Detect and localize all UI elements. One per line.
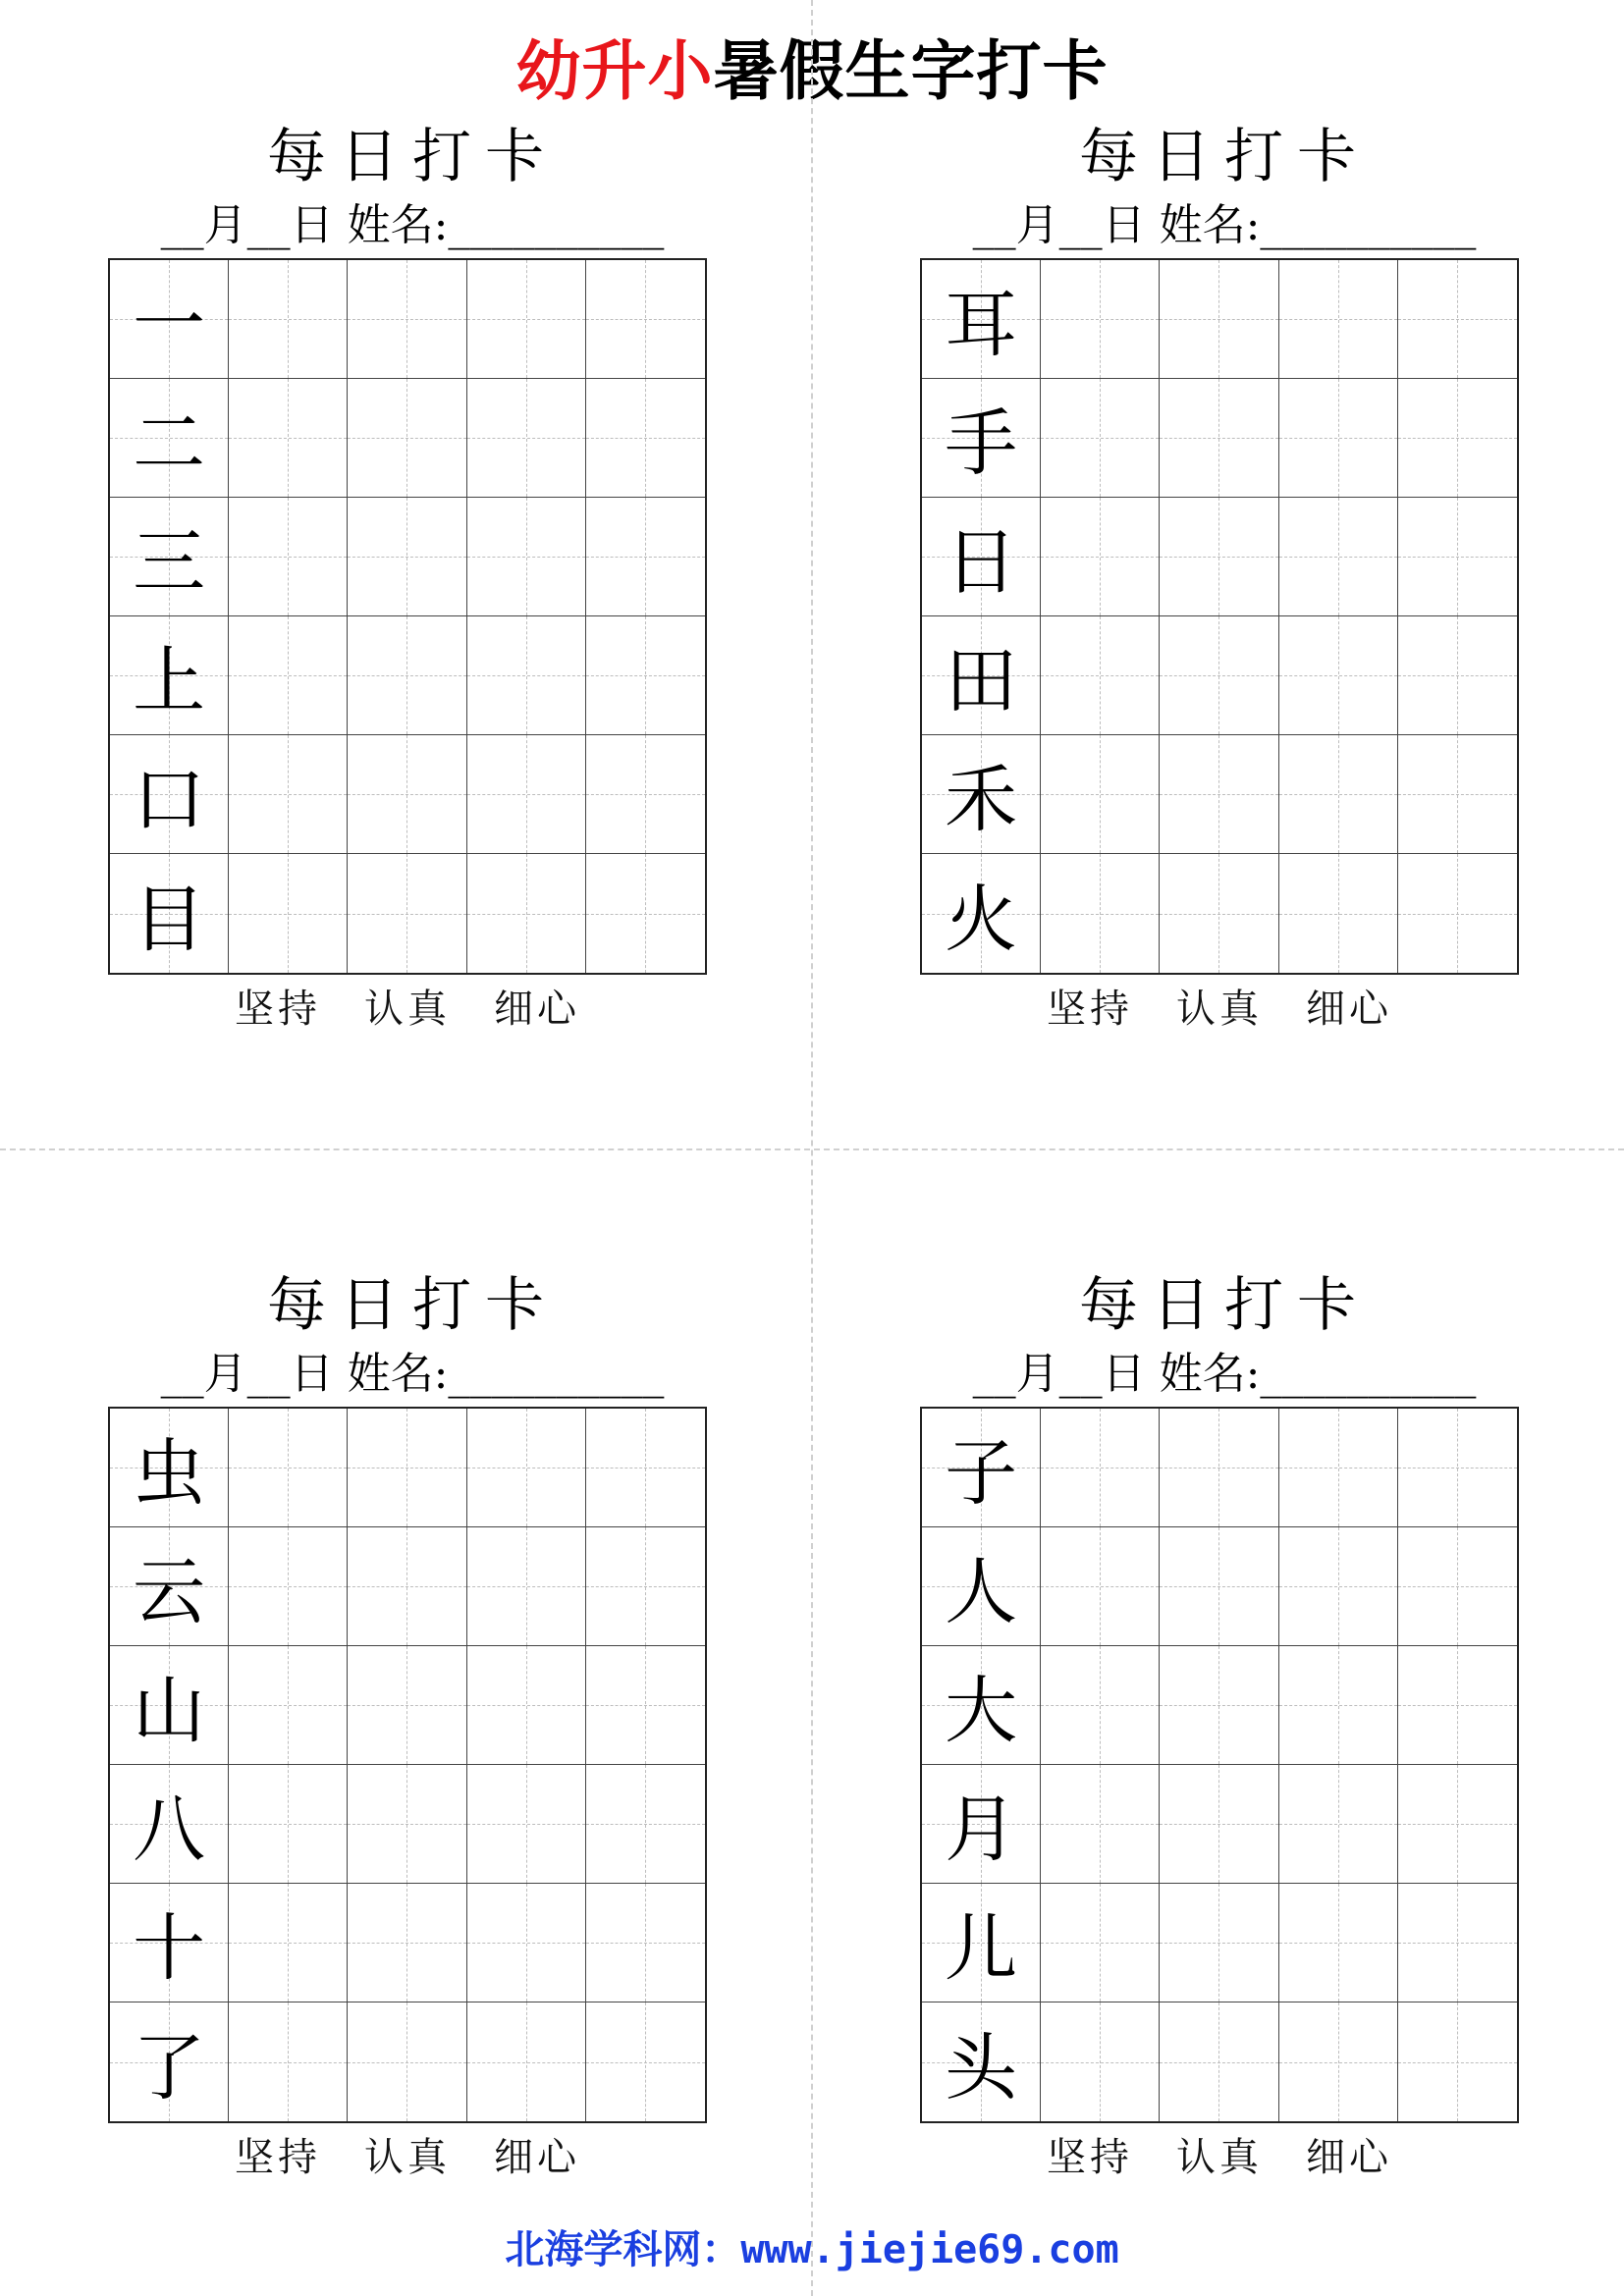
practice-cell bbox=[229, 379, 348, 498]
model-character: 田 bbox=[945, 639, 1018, 723]
model-char-cell bbox=[922, 1884, 1041, 2002]
practice-cell bbox=[1160, 498, 1278, 616]
practice-cell bbox=[1160, 1409, 1278, 1527]
practice-cell bbox=[586, 1765, 705, 1884]
practice-cell bbox=[1160, 1765, 1278, 1884]
model-character: 子 bbox=[945, 1431, 1018, 1516]
model-character: 目 bbox=[133, 877, 206, 962]
model-char-cell bbox=[922, 498, 1041, 616]
practice-cell bbox=[1279, 1527, 1398, 1646]
practice-cell bbox=[1279, 1646, 1398, 1765]
model-char-cell bbox=[922, 735, 1041, 854]
model-char-cell bbox=[922, 2002, 1041, 2121]
practice-cell bbox=[586, 1646, 705, 1765]
model-character: 头 bbox=[945, 2025, 1018, 2110]
footer-credit bbox=[0, 2220, 1624, 2279]
model-char-cell bbox=[110, 379, 229, 498]
practice-cell bbox=[1041, 260, 1160, 379]
motto bbox=[920, 2128, 1519, 2187]
checkin-card-4 bbox=[920, 1266, 1529, 2189]
practice-cell bbox=[1398, 379, 1517, 498]
checkin-card-2 bbox=[920, 118, 1529, 1041]
practice-cell bbox=[348, 1765, 466, 1884]
model-char-cell bbox=[922, 1646, 1041, 1765]
practice-cell bbox=[467, 735, 586, 854]
practice-cell bbox=[467, 1646, 586, 1765]
model-char-cell bbox=[110, 1527, 229, 1646]
practice-cell bbox=[1279, 379, 1398, 498]
model-character: 大 bbox=[945, 1669, 1018, 1753]
card-heading: 每日打卡 bbox=[1079, 123, 1370, 191]
practice-cell bbox=[229, 854, 348, 973]
model-character: 八 bbox=[133, 1788, 206, 1872]
model-char-cell bbox=[110, 616, 229, 735]
practice-cell bbox=[1279, 616, 1398, 735]
practice-cell bbox=[586, 616, 705, 735]
practice-cell bbox=[586, 260, 705, 379]
practice-cell bbox=[229, 260, 348, 379]
practice-cell bbox=[586, 379, 705, 498]
checkin-card-3 bbox=[108, 1266, 717, 2189]
motto bbox=[108, 980, 707, 1039]
footer-url[interactable]: www.jiejie69.com bbox=[740, 2227, 1119, 2272]
model-char-cell bbox=[110, 498, 229, 616]
practice-cell bbox=[467, 616, 586, 735]
practice-cell bbox=[348, 1646, 466, 1765]
practice-cell bbox=[1041, 1646, 1160, 1765]
model-character: 火 bbox=[945, 877, 1018, 962]
date-name-line: __月__日 姓名:__________ bbox=[160, 200, 665, 250]
practice-cell bbox=[1041, 379, 1160, 498]
motto-word: 细心 bbox=[1306, 2135, 1392, 2180]
card-heading: 每日打卡 bbox=[1079, 1271, 1370, 1340]
model-char-cell bbox=[922, 1765, 1041, 1884]
practice-cell bbox=[348, 854, 466, 973]
page-title-rest: 暑假生字打卡 bbox=[713, 33, 1109, 109]
practice-cell bbox=[1279, 260, 1398, 379]
practice-cell bbox=[467, 1884, 586, 2002]
motto bbox=[920, 980, 1519, 1039]
practice-cell bbox=[467, 854, 586, 973]
model-character: 上 bbox=[133, 639, 206, 723]
model-char-cell bbox=[110, 1409, 229, 1527]
practice-cell bbox=[586, 1884, 705, 2002]
model-char-cell bbox=[922, 1527, 1041, 1646]
model-char-cell bbox=[110, 260, 229, 379]
practice-grid bbox=[920, 1407, 1519, 2123]
practice-cell bbox=[467, 1409, 586, 1527]
practice-cell bbox=[1398, 1884, 1517, 2002]
practice-cell bbox=[348, 2002, 466, 2121]
practice-cell bbox=[229, 2002, 348, 2121]
practice-cell bbox=[467, 1527, 586, 1646]
practice-cell bbox=[348, 1527, 466, 1646]
model-char-cell bbox=[922, 616, 1041, 735]
motto-word: 坚持 bbox=[235, 2135, 321, 2180]
date-name-line: __月__日 姓名:__________ bbox=[160, 1349, 665, 1399]
practice-cell bbox=[1279, 1409, 1398, 1527]
motto-word: 认真 bbox=[1176, 2135, 1263, 2180]
model-character: 禾 bbox=[945, 758, 1018, 842]
date-name-line: __月__日 姓名:__________ bbox=[972, 1349, 1477, 1399]
practice-cell bbox=[229, 1646, 348, 1765]
practice-cell bbox=[348, 260, 466, 379]
horizontal-cut-line bbox=[0, 1148, 1624, 1150]
practice-cell bbox=[1160, 379, 1278, 498]
date-name-line: __月__日 姓名:__________ bbox=[972, 200, 1477, 250]
model-character: 儿 bbox=[945, 1906, 1018, 1991]
motto-word: 认真 bbox=[364, 2135, 451, 2180]
practice-cell bbox=[467, 498, 586, 616]
practice-grid bbox=[108, 258, 707, 975]
practice-cell bbox=[586, 2002, 705, 2121]
motto-word: 认真 bbox=[364, 987, 451, 1032]
card-heading: 每日打卡 bbox=[267, 123, 558, 191]
model-char-cell bbox=[110, 2002, 229, 2121]
motto-word: 坚持 bbox=[1047, 987, 1133, 1032]
practice-cell bbox=[229, 1765, 348, 1884]
card-heading: 每日打卡 bbox=[267, 1271, 558, 1340]
practice-grid bbox=[108, 1407, 707, 2123]
practice-cell bbox=[1160, 1527, 1278, 1646]
practice-cell bbox=[1041, 1409, 1160, 1527]
practice-cell bbox=[1041, 1884, 1160, 2002]
practice-cell bbox=[1398, 260, 1517, 379]
practice-cell bbox=[1398, 1646, 1517, 1765]
practice-cell bbox=[586, 498, 705, 616]
model-char-cell bbox=[922, 379, 1041, 498]
practice-cell bbox=[586, 1527, 705, 1646]
motto-word: 细心 bbox=[494, 2135, 580, 2180]
practice-cell bbox=[1279, 1765, 1398, 1884]
model-char-cell bbox=[922, 1409, 1041, 1527]
model-character: 人 bbox=[945, 1550, 1018, 1634]
model-char-cell bbox=[110, 854, 229, 973]
model-character: 口 bbox=[133, 758, 206, 842]
model-character: 山 bbox=[133, 1669, 206, 1753]
motto-word: 细心 bbox=[494, 987, 580, 1032]
page-title-highlight: 幼升小 bbox=[515, 33, 714, 109]
model-character: 手 bbox=[945, 401, 1018, 486]
model-character: 一 bbox=[133, 283, 206, 367]
model-character: 二 bbox=[133, 401, 206, 486]
checkin-card-1 bbox=[108, 118, 717, 1041]
practice-cell bbox=[1160, 1884, 1278, 2002]
practice-cell bbox=[586, 854, 705, 973]
practice-cell bbox=[229, 616, 348, 735]
practice-cell bbox=[1160, 616, 1278, 735]
practice-cell bbox=[467, 1765, 586, 1884]
motto-word: 坚持 bbox=[1047, 2135, 1133, 2180]
practice-cell bbox=[348, 498, 466, 616]
practice-cell bbox=[1041, 1765, 1160, 1884]
practice-cell bbox=[1279, 2002, 1398, 2121]
practice-cell bbox=[348, 1409, 466, 1527]
practice-cell bbox=[1160, 735, 1278, 854]
model-character: 月 bbox=[945, 1788, 1018, 1872]
practice-cell bbox=[1398, 735, 1517, 854]
practice-cell bbox=[1398, 854, 1517, 973]
practice-cell bbox=[348, 1884, 466, 2002]
practice-cell bbox=[229, 735, 348, 854]
practice-cell bbox=[1041, 498, 1160, 616]
practice-grid bbox=[920, 258, 1519, 975]
practice-cell bbox=[1398, 498, 1517, 616]
practice-cell bbox=[348, 735, 466, 854]
model-character: 云 bbox=[133, 1550, 206, 1634]
practice-cell bbox=[229, 1409, 348, 1527]
practice-cell bbox=[586, 735, 705, 854]
practice-cell bbox=[229, 1527, 348, 1646]
practice-cell bbox=[1041, 2002, 1160, 2121]
practice-cell bbox=[1398, 2002, 1517, 2121]
motto-word: 坚持 bbox=[235, 987, 321, 1032]
practice-cell bbox=[348, 379, 466, 498]
practice-cell bbox=[1398, 616, 1517, 735]
practice-cell bbox=[229, 1884, 348, 2002]
practice-cell bbox=[1160, 1646, 1278, 1765]
practice-cell bbox=[1160, 854, 1278, 973]
practice-cell bbox=[1041, 1527, 1160, 1646]
model-char-cell bbox=[110, 1765, 229, 1884]
model-character: 十 bbox=[133, 1906, 206, 1991]
practice-cell bbox=[1279, 498, 1398, 616]
practice-cell bbox=[1279, 735, 1398, 854]
practice-cell bbox=[1398, 1527, 1517, 1646]
practice-cell bbox=[467, 379, 586, 498]
footer-site-name: 北海学科网： bbox=[505, 2227, 741, 2272]
practice-cell bbox=[1041, 854, 1160, 973]
model-char-cell bbox=[922, 260, 1041, 379]
practice-cell bbox=[1279, 854, 1398, 973]
motto-word: 细心 bbox=[1306, 987, 1392, 1032]
practice-cell bbox=[1279, 1884, 1398, 2002]
practice-cell bbox=[229, 498, 348, 616]
practice-cell bbox=[467, 2002, 586, 2121]
practice-cell bbox=[467, 260, 586, 379]
practice-cell bbox=[586, 1409, 705, 1527]
motto-word: 认真 bbox=[1176, 987, 1263, 1032]
model-character: 了 bbox=[133, 2025, 206, 2110]
practice-cell bbox=[1041, 616, 1160, 735]
model-character: 日 bbox=[945, 520, 1018, 605]
model-char-cell bbox=[922, 854, 1041, 973]
model-char-cell bbox=[110, 1884, 229, 2002]
model-character: 耳 bbox=[945, 283, 1018, 367]
practice-cell bbox=[1398, 1409, 1517, 1527]
practice-cell bbox=[348, 616, 466, 735]
practice-cell bbox=[1398, 1765, 1517, 1884]
motto bbox=[108, 2128, 707, 2187]
model-char-cell bbox=[110, 735, 229, 854]
model-character: 三 bbox=[133, 520, 206, 605]
model-char-cell bbox=[110, 1646, 229, 1765]
practice-cell bbox=[1041, 735, 1160, 854]
practice-cell bbox=[1160, 2002, 1278, 2121]
practice-cell bbox=[1160, 260, 1278, 379]
model-character: 虫 bbox=[133, 1431, 206, 1516]
